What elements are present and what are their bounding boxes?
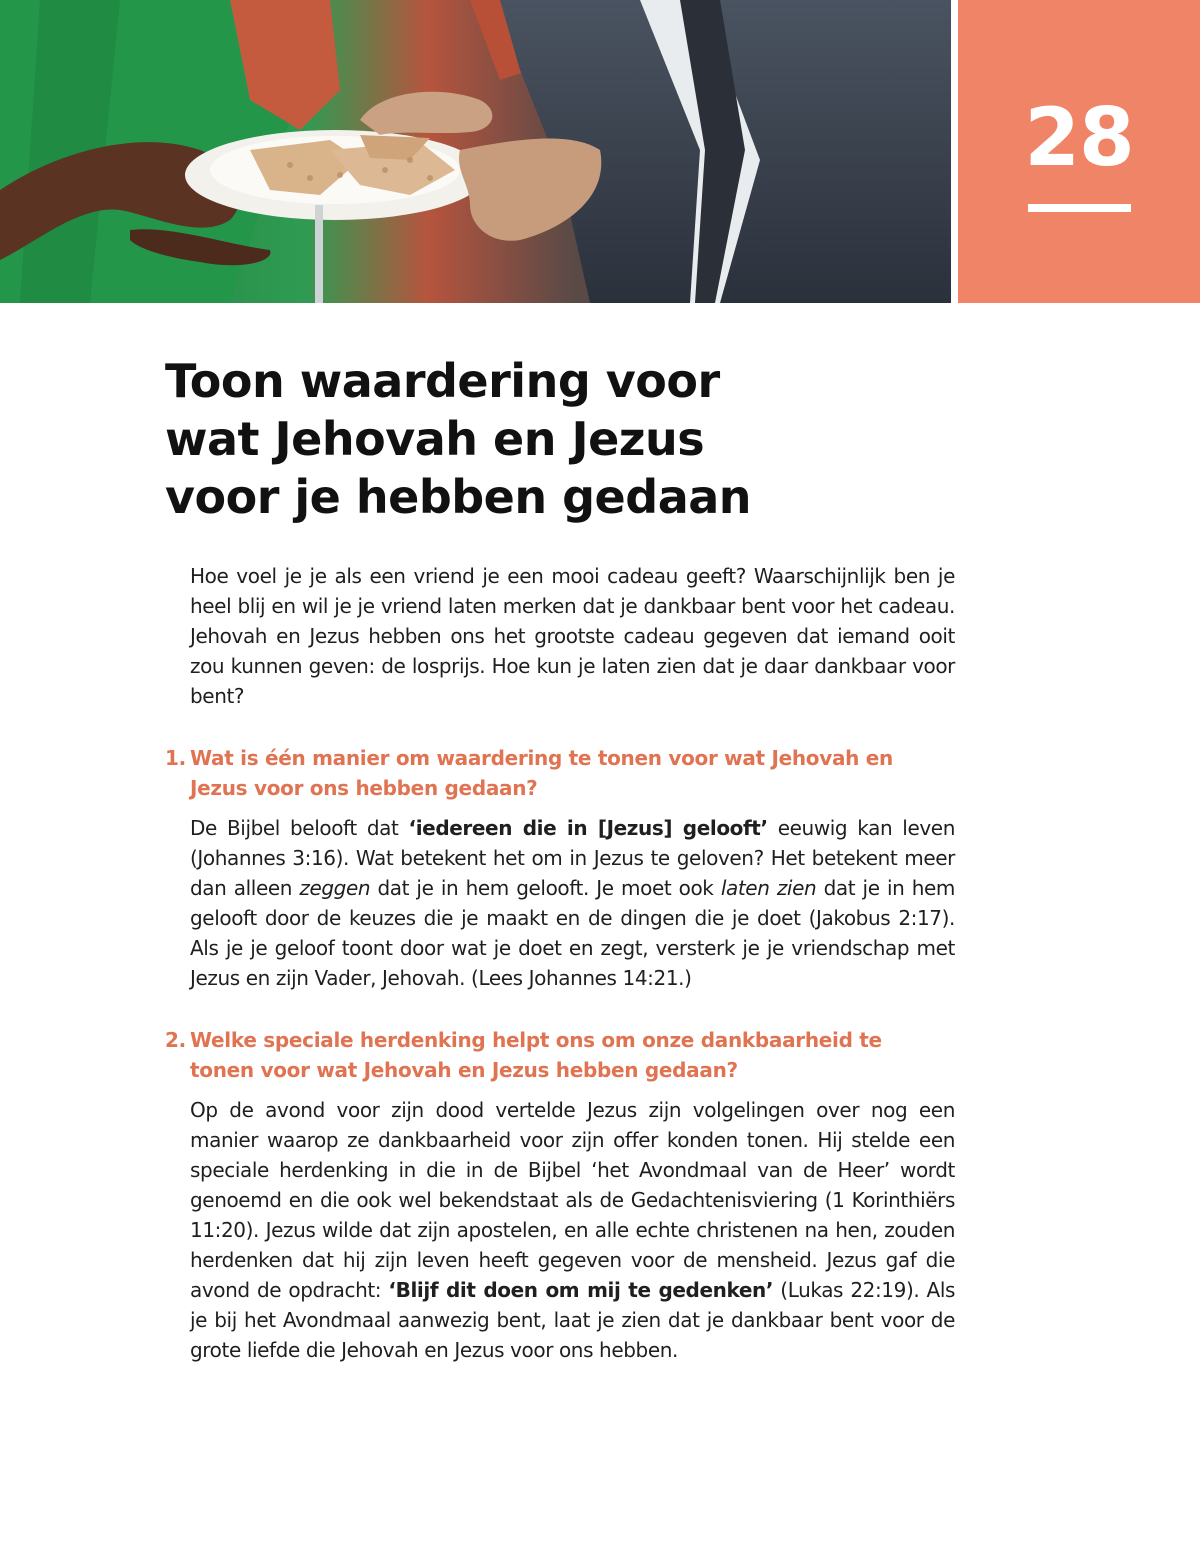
lesson-number-box (958, 0, 1200, 303)
title-line-2: wat Jehovah en Jezus (165, 412, 705, 466)
intro-paragraph: Hoe voel je je als een vriend je een mooi cadeau geeft? Waarschijnlijk ben je heel blij en wil je je vriend laten merken dat je dankbaar bent voor het cadeau. Jehovah en Jezus hebben ons het grootste cadeau gegeven dat iemand ooit zou kunnen geven: de losprijs. Hoe kun je laten zien dat je daar dankbaar voor bent? (190, 564, 955, 708)
title-line-3: voor je hebben gedaan (165, 470, 752, 524)
text-run: dat je in hem gelooft door de keuzes die je maakt en de dingen die je doet (Jakobus 2:17). Als je je geloof toont door wat je doet en zegt, versterk je je vriendschap met Jezus en zijn Vader, Jehovah. (Lees Johannes 14:21.) (190, 876, 955, 990)
question-text: Welke speciale herdenking helpt ons om onze dankbaarheid te tonen voor wat Jehovah en Jezus hebben gedaan? (190, 1028, 882, 1082)
question-2 (165, 1025, 955, 1085)
question-number: 1. (165, 746, 186, 770)
header-photo (0, 0, 951, 303)
text-run: (Lukas 22:19). Als je bij het Avondmaal aanwezig bent, laat je zien dat je dankbaar bent voor de grote liefde die Jehovah en Jezus voor ons hebben. (190, 1278, 956, 1362)
question-1 (165, 743, 955, 803)
italic-emphasis: zeggen (299, 876, 371, 900)
lesson-number: 28 (1024, 91, 1134, 184)
text-run: dat je in hem gelooft. Je moet ook (370, 876, 721, 900)
italic-emphasis: laten zien (720, 876, 817, 900)
lesson-content (165, 561, 955, 1365)
question-number: 2. (165, 1028, 186, 1052)
page-title (165, 352, 885, 526)
answer-paragraph-2 (190, 1095, 955, 1365)
title-line-1: Toon waardering voor (165, 354, 720, 408)
text-run: eeuwig kan leven (Johannes 3:16). Wat betekent het om in Jezus te geloven? Het betekent meer dan alleen (190, 816, 955, 900)
bold-quote: ‘Blijf dit doen om mij te gedenken’ (388, 1278, 774, 1302)
question-text: Wat is één manier om waardering te tonen voor wat Jehovah en Jezus voor ons hebben gedaan? (190, 746, 893, 800)
text-run: De Bijbel belooft dat (190, 816, 409, 840)
lesson-number-underline (1028, 204, 1131, 212)
photo-illustration (0, 0, 951, 303)
answer-paragraph-1 (190, 813, 955, 993)
bold-quote: ‘iedereen die in [Jezus] gelooft’ (408, 816, 768, 840)
text-run: Op de avond voor zijn dood vertelde Jezus zijn volgelingen over nog een manier waarop ze dankbaarheid voor zijn offer konden tonen. Hij stelde een speciale herdenking in die in de Bijbel ‘het Avondmaal van de Heer’ wordt genoemd en die ook wel bekendstaat als de Gedachtenisviering (1 Korinthiërs 11:20). Jezus wilde dat zijn apostelen, en alle echte christenen na hen, zouden herdenken dat hij zijn leven heeft gegeven voor de mensheid. Jezus gaf die avond de opdracht: (190, 1098, 955, 1302)
